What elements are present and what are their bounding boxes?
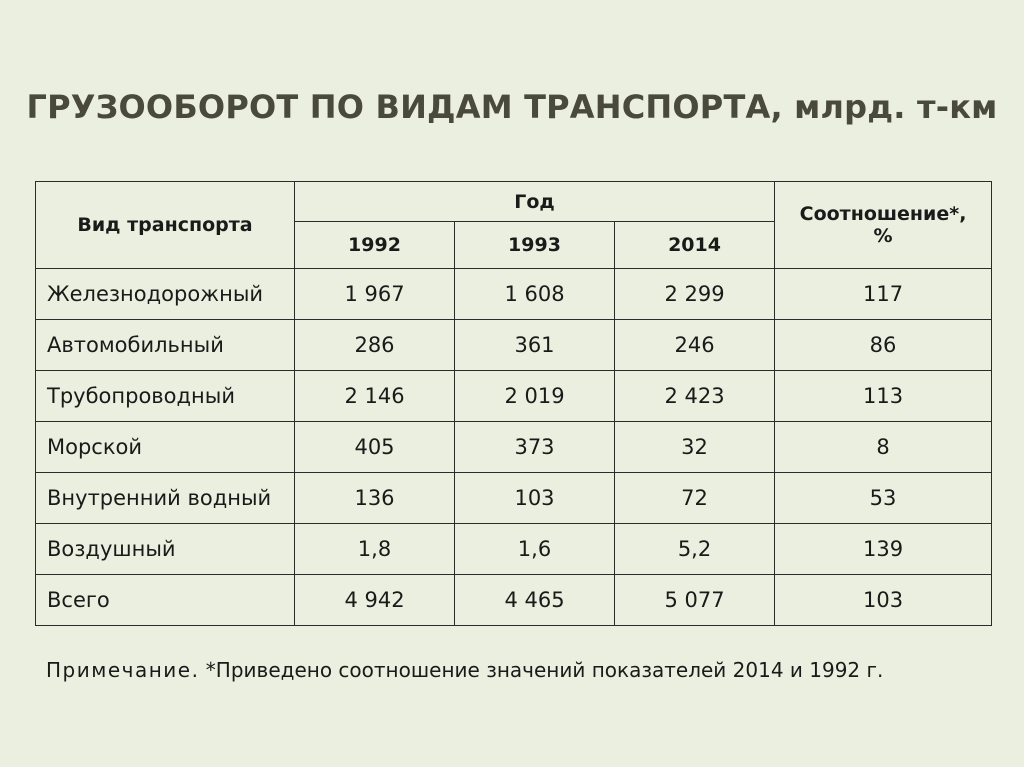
cell-ratio: 53	[775, 473, 992, 524]
table-row	[36, 269, 992, 320]
cell-transport-name: Автомобильный	[36, 320, 295, 371]
footnote-label: Примечание.	[46, 658, 200, 682]
table-row	[36, 320, 992, 371]
cell-transport-name: Воздушный	[36, 524, 295, 575]
cell-ratio: 117	[775, 269, 992, 320]
cell-value-1993: 361	[455, 320, 615, 371]
cell-value-1993: 103	[455, 473, 615, 524]
freight-table	[35, 181, 992, 626]
cell-value-1993: 373	[455, 422, 615, 473]
header-year-1993: 1993	[455, 222, 615, 269]
footnote	[46, 658, 883, 682]
header-year: Год	[295, 182, 775, 222]
header-transport-type: Вид транспорта	[36, 182, 295, 269]
cell-value-2014: 5,2	[615, 524, 775, 575]
cell-value-2014: 246	[615, 320, 775, 371]
cell-value-1993: 4 465	[455, 575, 615, 626]
cell-ratio: 103	[775, 575, 992, 626]
cell-ratio: 113	[775, 371, 992, 422]
table-row	[36, 422, 992, 473]
cell-value-2014: 2 299	[615, 269, 775, 320]
table-row	[36, 575, 992, 626]
slide-title: ГРУЗООБОРОТ ПО ВИДАМ ТРАНСПОРТА, млрд. т-км	[26, 88, 998, 126]
cell-value-2014: 32	[615, 422, 775, 473]
cell-transport-name: Морской	[36, 422, 295, 473]
cell-value-1992: 2 146	[295, 371, 455, 422]
cell-value-1993: 1 608	[455, 269, 615, 320]
cell-transport-name: Всего	[36, 575, 295, 626]
cell-value-1992: 1,8	[295, 524, 455, 575]
cell-value-1992: 136	[295, 473, 455, 524]
cell-ratio: 8	[775, 422, 992, 473]
table-row	[36, 371, 992, 422]
cell-value-2014: 5 077	[615, 575, 775, 626]
cell-value-1992: 405	[295, 422, 455, 473]
header-year-2014: 2014	[615, 222, 775, 269]
cell-value-2014: 2 423	[615, 371, 775, 422]
cell-transport-name: Железнодорожный	[36, 269, 295, 320]
cell-value-2014: 72	[615, 473, 775, 524]
cell-value-1993: 2 019	[455, 371, 615, 422]
cell-transport-name: Трубопроводный	[36, 371, 295, 422]
cell-value-1993: 1,6	[455, 524, 615, 575]
cell-value-1992: 286	[295, 320, 455, 371]
table-header-row	[36, 182, 992, 222]
footnote-text: *Приведено соотношение значений показателей 2014 и 1992 г.	[199, 658, 884, 682]
header-ratio: Соотношение*, %	[775, 182, 992, 269]
table-row	[36, 473, 992, 524]
cell-ratio: 139	[775, 524, 992, 575]
cell-ratio: 86	[775, 320, 992, 371]
cell-value-1992: 4 942	[295, 575, 455, 626]
cell-transport-name: Внутренний водный	[36, 473, 295, 524]
table-body	[36, 269, 992, 626]
header-year-1992: 1992	[295, 222, 455, 269]
cell-value-1992: 1 967	[295, 269, 455, 320]
table-row	[36, 524, 992, 575]
